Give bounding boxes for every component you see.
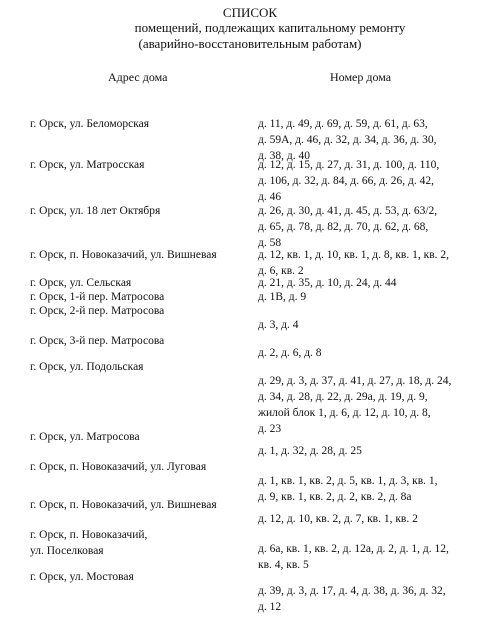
row-numbers: д. 12, д. 10, кв. 2, д. 7, кв. 1, кв. 2 [258,513,418,525]
subtitle-line-1: помещений, подлежащих капитальному ремонту [134,20,406,35]
row-address: г. Орск, ул. Мостовая [30,571,134,583]
row-numbers: д. 21, д. 35, д. 10, д. 24, д. 44 [258,277,397,289]
row-address: г. Орск, ул. Подольская [30,361,144,373]
row-address: г. Орск, п. Новоказачий, ул. Вишневая [30,249,217,261]
column-header-number: Номер дома [330,70,392,84]
row-numbers: д. 29, д. 3, д. 37, д. 41, д. 27, д. 18, д. 24, д. 34, д. 28, д. 22, д. 29а, д. 19, д. 9, жилой блок 1, д. 6, д. 12, д. 10, д. 8, д. 23 [258,375,452,435]
row-address: г. Орск, ул. 18 лет Октября [30,205,161,217]
row-address: г. Орск, п. Новоказачий, ул. Луговая [30,461,207,473]
row-numbers: д. 12, кв. 1, д. 10, кв. 1, д. 8, кв. 1, кв. 2, д. 6, кв. 2 [258,249,449,277]
row-numbers: д. 11, д. 49, д. 69, д. 59, д. 61, д. 63, д. 59А, д. 46, д. 32, д. 34, д. 36, д. 30, д. 38, д. 40 [258,118,437,162]
title: СПИСОК [222,5,278,20]
row-address: г. Орск, п. Новоказачий, ул. Вишневая [30,499,217,511]
row-numbers: д. 12, д. 15, д. 27, д. 31, д. 100, д. 110, д. 106, д. 32, д. 84, д. 66, д. 26, д. 42, д. 46 [258,159,440,203]
row-numbers: д. 1В, д. 9 [258,291,307,303]
row-address: г. Орск, 1-й пер. Матросова [30,291,165,303]
row-numbers: д. 2, д. 6, д. 8 [258,347,322,359]
row-numbers: д. 3, д. 4 [258,319,299,331]
row-address: г. Орск, 3-й пер. Матросова [30,335,165,347]
row-numbers: д. 39, д. 3, д. 17, д. 4, д. 38, д. 36, д. 32, д. 12 [258,585,446,613]
row-address: г. Орск, 2-й пер. Матросова [30,305,165,317]
row-address: г. Орск, п. Новоказачий, ул. Поселковая [30,529,148,557]
row-address: г. Орск, ул. Беломорская [30,118,150,130]
row-numbers: д. 1, д. 32, д. 28, д. 25 [258,445,362,457]
row-numbers: д. 1, кв. 1, кв. 2, д. 5, кв. 1, д. 3, кв. 1, д. 9, кв. 1, кв. 2, д. 2, кв. 2, д. 8а [258,475,438,503]
subtitle-line-2: (аварийно-восстановительным работам) [138,36,362,51]
row-address: г. Орск, ул. Матросова [30,431,140,443]
row-numbers: д. 26, д. 30, д. 41, д. 45, д. 53, д. 63/2, д. 65, д. 78, д. 82, д. 70, д. 62, д. 68, д. 58 [258,205,438,249]
column-header-address: Адрес дома [108,70,168,84]
row-address: г. Орск, ул. Матросская [30,159,145,171]
row-numbers: д. 6а, кв. 1, кв. 2, д. 12а, д. 2, д. 1, д. 12, кв. 4, кв. 5 [258,543,449,571]
row-address: г. Орск, ул. Сельская [30,277,132,289]
